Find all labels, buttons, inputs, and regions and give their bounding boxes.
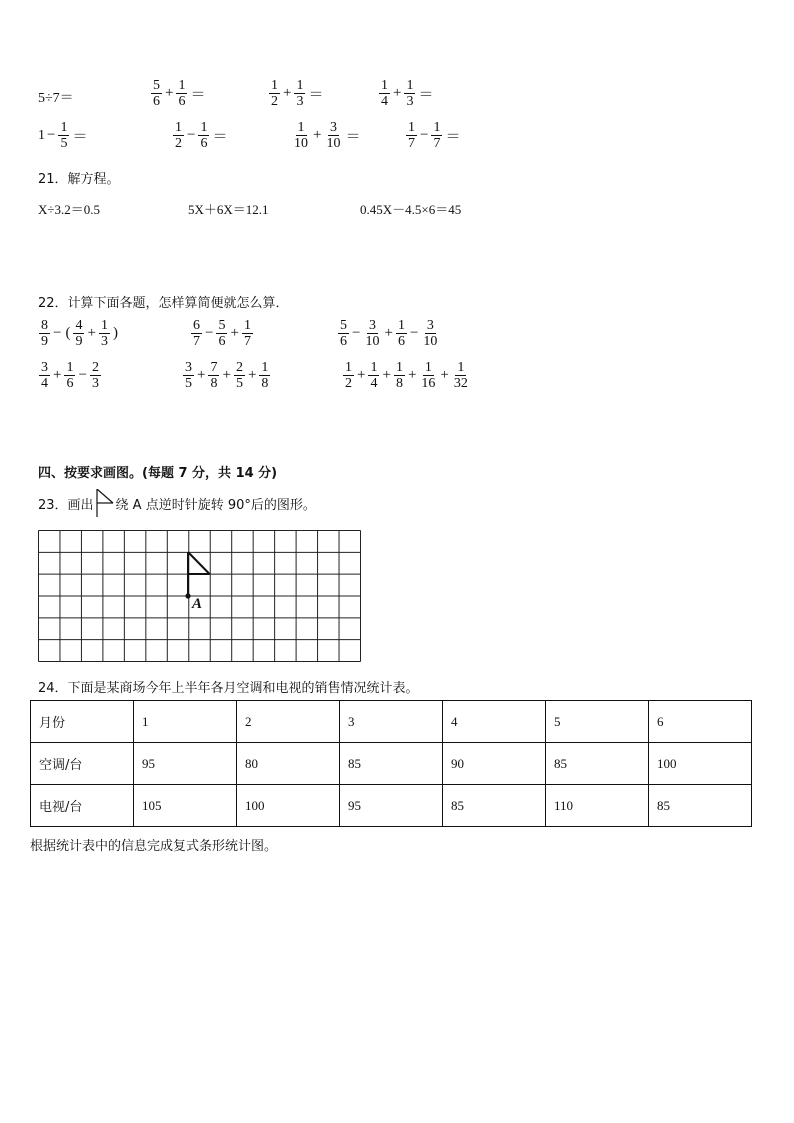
table-cell: 100 (237, 785, 340, 827)
table-header-row (31, 701, 752, 743)
fraction: $\frac{1}{7}$ (433, 120, 441, 151)
table-cell: 85 (546, 743, 649, 785)
table-cell: 3 (340, 701, 443, 743)
table-cell: 空调/台 (31, 743, 134, 785)
fraction: $\frac{1}{32}$ (453, 360, 468, 391)
question-24-footer: 根据统计表中的信息完成复式条形统计图。 (30, 838, 278, 854)
fraction: $\frac{3}{10}$ (326, 120, 341, 151)
fraction: $\frac{1}{6}$ (178, 78, 186, 109)
question-23 (38, 492, 316, 514)
fraction: $\frac{7}{8}$ (210, 360, 218, 391)
fraction: $\frac{1}{5}$ (60, 120, 68, 151)
equation-1: X÷3.2＝0.5 (38, 201, 101, 217)
expr-22-4: $\frac{3}{4}$ + $\frac{1}{6}$ − $\frac{2}{3}$ (41, 360, 99, 391)
question-21-title: 21．解方程。 (38, 171, 120, 187)
fraction: $\frac{1}{3}$ (100, 318, 108, 349)
expr-r2-b: $\frac{1}{2}$ − $\frac{1}{6}$ ＝ (175, 120, 228, 151)
fraction: $\frac{2}{5}$ (235, 360, 243, 391)
table-cell: 105 (134, 785, 237, 827)
equation-2: 5X＋6X＝12.1 (188, 201, 269, 217)
fraction: $\frac{3}{10}$ (365, 318, 380, 349)
fraction: $\frac{3}{4}$ (41, 360, 48, 391)
fraction: $\frac{5}{6}$ (340, 318, 347, 349)
table-cell: 85 (443, 785, 546, 827)
fraction: $\frac{1}{4}$ (381, 78, 388, 109)
expr-r1-c: $\frac{1}{2}$ + $\frac{1}{3}$ ＝ (271, 78, 324, 109)
table-row (31, 785, 752, 827)
expr-22-1: $\frac{8}{9}$ − ( $\frac{4}{9}$ + $\frac{1}{3}$ ) (41, 318, 118, 349)
table-cell: 110 (546, 785, 649, 827)
question-24-title: 24．下面是某商场今年上半年各月空调和电视的销售情况统计表。 (38, 680, 419, 696)
table-cell: 5 (546, 701, 649, 743)
fraction: $\frac{1}{2}$ (271, 78, 278, 109)
fraction: $\frac{1}{6}$ (397, 318, 405, 349)
section-4-title: 四、按要求画图。(每题 7 分，共 14 分) (38, 465, 278, 481)
table-cell: 月份 (31, 701, 134, 743)
table-cell: 85 (649, 785, 752, 827)
table-cell: 90 (443, 743, 546, 785)
fraction: $\frac{4}{9}$ (75, 318, 83, 349)
expr-r1-d: $\frac{1}{4}$ + $\frac{1}{3}$ ＝ (381, 78, 434, 109)
fraction: $\frac{5}{6}$ (153, 78, 160, 109)
fraction: $\frac{1}{2}$ (175, 120, 182, 151)
expr-22-3: $\frac{5}{6}$ − $\frac{3}{10}$ + $\frac{1}{6}$ − $\frac{3}{10}$ (340, 318, 438, 349)
point-a-dot (185, 593, 190, 598)
table-cell: 6 (649, 701, 752, 743)
fraction: $\frac{1}{4}$ (370, 360, 378, 391)
fraction: $\frac{1}{7}$ (408, 120, 415, 151)
table-cell: 95 (134, 743, 237, 785)
fraction: $\frac{1}{8}$ (261, 360, 269, 391)
question-23-prefix: 23．画出 (38, 497, 94, 513)
fraction: $\frac{1}{6}$ (200, 120, 208, 151)
expr-22-5: $\frac{3}{5}$ + $\frac{7}{8}$ + $\frac{2}{5}$ + $\frac{1}{8}$ (185, 360, 269, 391)
table-cell: 80 (237, 743, 340, 785)
fraction: $\frac{1}{2}$ (345, 360, 352, 391)
expr-text: 5÷7＝ (38, 91, 74, 106)
fraction: $\frac{3}{10}$ (423, 318, 438, 349)
table-cell: 2 (237, 701, 340, 743)
expr-r2-d: $\frac{1}{7}$ − $\frac{1}{7}$ ＝ (408, 120, 461, 151)
fraction: $\frac{1}{10}$ (294, 120, 308, 151)
fraction: $\frac{1}{8}$ (395, 360, 403, 391)
fraction: $\frac{5}{6}$ (218, 318, 226, 349)
fraction: $\frac{3}{5}$ (185, 360, 192, 391)
point-a-label: A (192, 596, 203, 612)
sales-table (30, 700, 752, 827)
table-cell: 100 (649, 743, 752, 785)
question-22-title: 22．计算下面各题，怎样算简便就怎么算． (38, 295, 289, 311)
expr-r2-a: 1 − $\frac{1}{5}$ ＝ (38, 120, 88, 151)
table-cell: 95 (340, 785, 443, 827)
fraction: $\frac{1}{3}$ (406, 78, 414, 109)
table-cell: 1 (134, 701, 237, 743)
expr-22-2: $\frac{6}{7}$ − $\frac{5}{6}$ + $\frac{1}{7}$ (193, 318, 251, 349)
fraction: $\frac{8}{9}$ (41, 318, 48, 349)
expr-r1-b: $\frac{5}{6}$ + $\frac{1}{6}$ ＝ (153, 78, 206, 109)
table-row (31, 743, 752, 785)
fraction: $\frac{1}{16}$ (421, 360, 436, 391)
expr-r1-a (38, 86, 74, 108)
expr-22-6: $\frac{1}{2}$ + $\frac{1}{4}$ + $\frac{1}{8}$ + $\frac{1}{16}$ + $\frac{1}{32}$ (345, 360, 468, 391)
table-cell: 85 (340, 743, 443, 785)
flag-figure-icon (95, 489, 115, 517)
fraction: $\frac{1}{3}$ (296, 78, 304, 109)
table-cell: 电视/台 (31, 785, 134, 827)
equation-3: 0.45X－4.5×6＝45 (360, 201, 462, 217)
fraction: $\frac{2}{3}$ (91, 360, 99, 391)
fraction: $\frac{1}{7}$ (243, 318, 251, 349)
question-23-suffix: 绕 A 点逆时针旋转 90°后的图形。 (115, 497, 316, 513)
fraction: $\frac{6}{7}$ (193, 318, 200, 349)
fraction: $\frac{1}{6}$ (66, 360, 74, 391)
expr-r2-c: $\frac{1}{10}$ + $\frac{3}{10}$ ＝ (294, 120, 361, 151)
table-cell: 4 (443, 701, 546, 743)
